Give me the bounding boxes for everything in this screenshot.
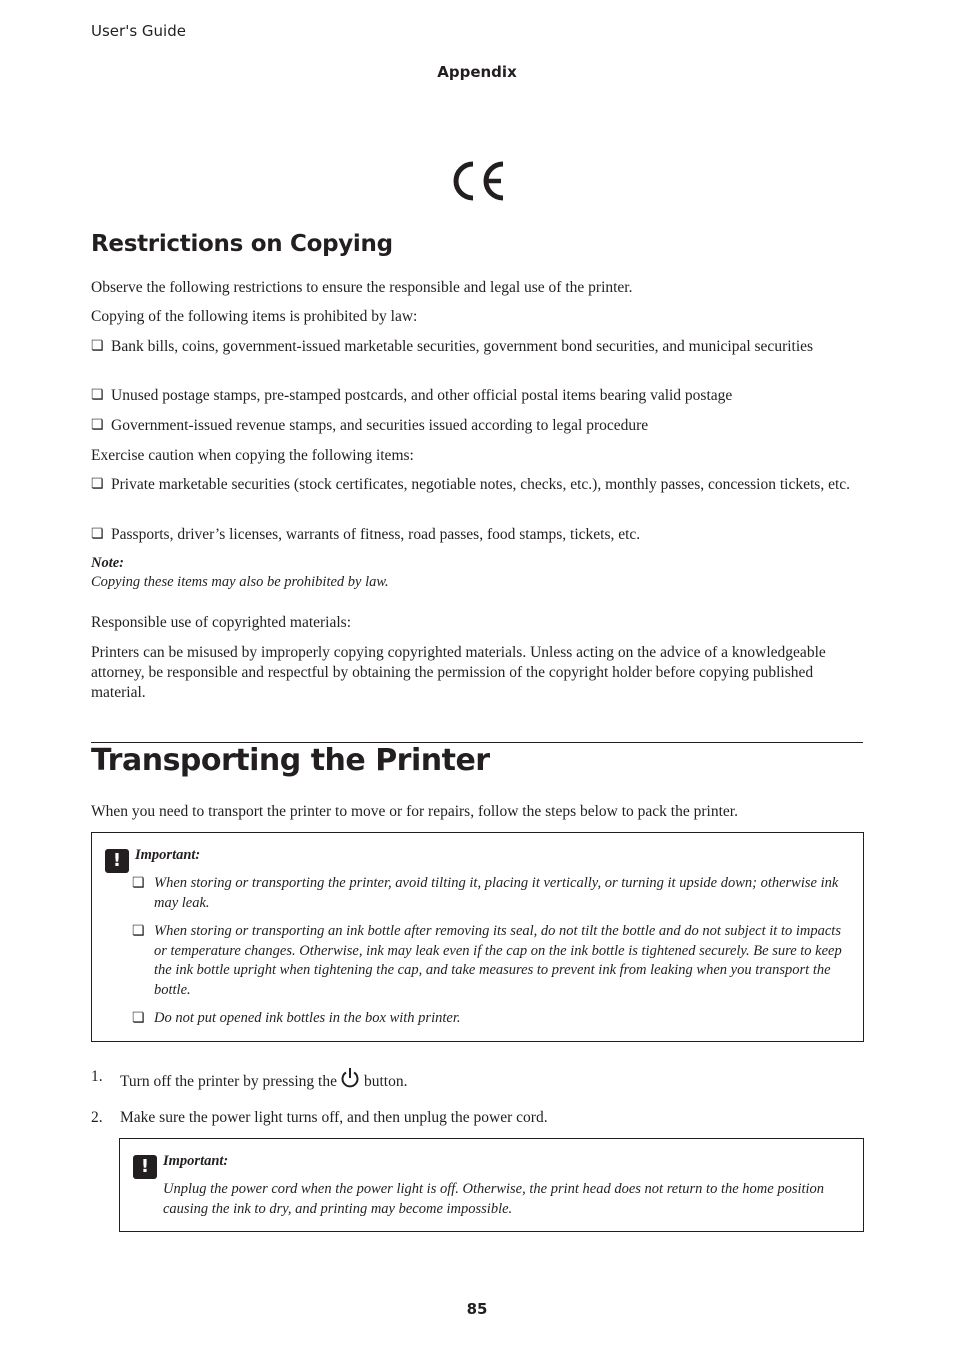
bullet-icon: ❏ — [132, 876, 145, 891]
ce-mark-icon — [448, 160, 508, 202]
step-1 — [91, 1067, 863, 1089]
power-icon — [340, 1067, 360, 1089]
prohibited-intro: Copying of the following items is prohibited by law: — [91, 308, 418, 325]
list-item-text: Bank bills, coins, government-issued marketable securities, government bond securities, and municipal securities — [111, 338, 814, 355]
list-item — [91, 475, 863, 495]
important-icon: ! — [105, 849, 129, 873]
bullet-icon: ❏ — [132, 924, 145, 939]
important-box — [91, 832, 864, 1042]
step-text: Turn off the printer by pressing the — [120, 1073, 337, 1090]
bullet-icon: ❏ — [91, 418, 104, 433]
restrictions-intro: Observe the following restrictions to ensure the responsible and legal use of the printer. — [91, 279, 633, 296]
running-head: User's Guide — [91, 22, 186, 40]
bullet-icon: ❏ — [91, 388, 104, 403]
step-text-end: button. — [363, 1073, 408, 1090]
step-number: 2. — [91, 1109, 103, 1126]
list-item-text: Private marketable securities (stock certificates, negotiable notes, checks, etc.), monthly passes, concession tickets, etc. — [111, 476, 851, 493]
step-2 — [91, 1108, 863, 1130]
copyright-intro: Responsible use of copyrighted materials: — [91, 614, 351, 631]
page-number: 85 — [466, 1300, 488, 1318]
important-box — [119, 1138, 864, 1232]
bullet-icon: ❏ — [91, 477, 104, 492]
important-text: Unplug the power cord when the power light is off. Otherwise, the print head does not return to the home position causing the ink to dry, and printing may become impossible. — [163, 1181, 825, 1217]
transport-intro: When you need to transport the printer to move or for repairs, follow the steps below to pack the printer. — [91, 803, 738, 820]
list-item-text: Passports, driver’s licenses, warrants of fitness, road passes, food stamps, tickets, etc. — [111, 526, 641, 543]
list-item-text: When storing or transporting an ink bottle after removing its seal, do not tilt the bottle and do not subject it to impacts or temperature changes. Otherwise, ink may leak even if the cap on the ink bottle is tightened securely. Be sure to keep the ink bottle upright when tightening the cap, and take measures to prevent ink from leaking when you transport the bottle. — [154, 923, 842, 998]
note-label: Note: — [91, 555, 125, 571]
bullet-icon: ❏ — [91, 527, 104, 542]
bullet-icon: ❏ — [91, 339, 104, 354]
list-item-text: When storing or transporting the printer, avoid tilting it, placing it vertically, or turning it upside down; otherwise ink may leak. — [154, 875, 839, 911]
bullet-icon: ❏ — [132, 1011, 145, 1026]
list-item — [132, 1009, 844, 1029]
list-item — [91, 386, 863, 406]
list-item — [91, 525, 863, 545]
note-text: Copying these items may also be prohibited by law. — [91, 574, 389, 590]
list-item-text: Government-issued revenue stamps, and securities issued according to legal procedure — [111, 417, 649, 434]
step-number: 1. — [91, 1068, 103, 1085]
copyright-text: Printers can be misused by improperly copying copyrighted materials. Unless acting on the advice of a knowledgeable attorney, be responsible and respectful by obtaining the permission of the copyright holder before copying published material. — [91, 644, 826, 701]
important-label: Important: — [163, 1153, 229, 1169]
list-item — [91, 416, 863, 436]
list-item — [132, 922, 844, 1000]
list-item — [132, 874, 844, 913]
list-item — [91, 337, 863, 357]
section-title: Appendix — [437, 63, 517, 81]
transport-heading: Transporting the Printer — [91, 743, 490, 778]
step-text: Make sure the power light turns off, and then unplug the power cord. — [120, 1109, 548, 1126]
caution-intro: Exercise caution when copying the following items: — [91, 447, 414, 464]
important-icon: ! — [133, 1155, 157, 1179]
important-label: Important: — [135, 847, 201, 863]
list-item-text: Do not put opened ink bottles in the box with printer. — [154, 1010, 461, 1026]
restrictions-heading: Restrictions on Copying — [91, 231, 393, 257]
list-item-text: Unused postage stamps, pre-stamped postcards, and other official postal items bearing valid postage — [111, 387, 733, 404]
